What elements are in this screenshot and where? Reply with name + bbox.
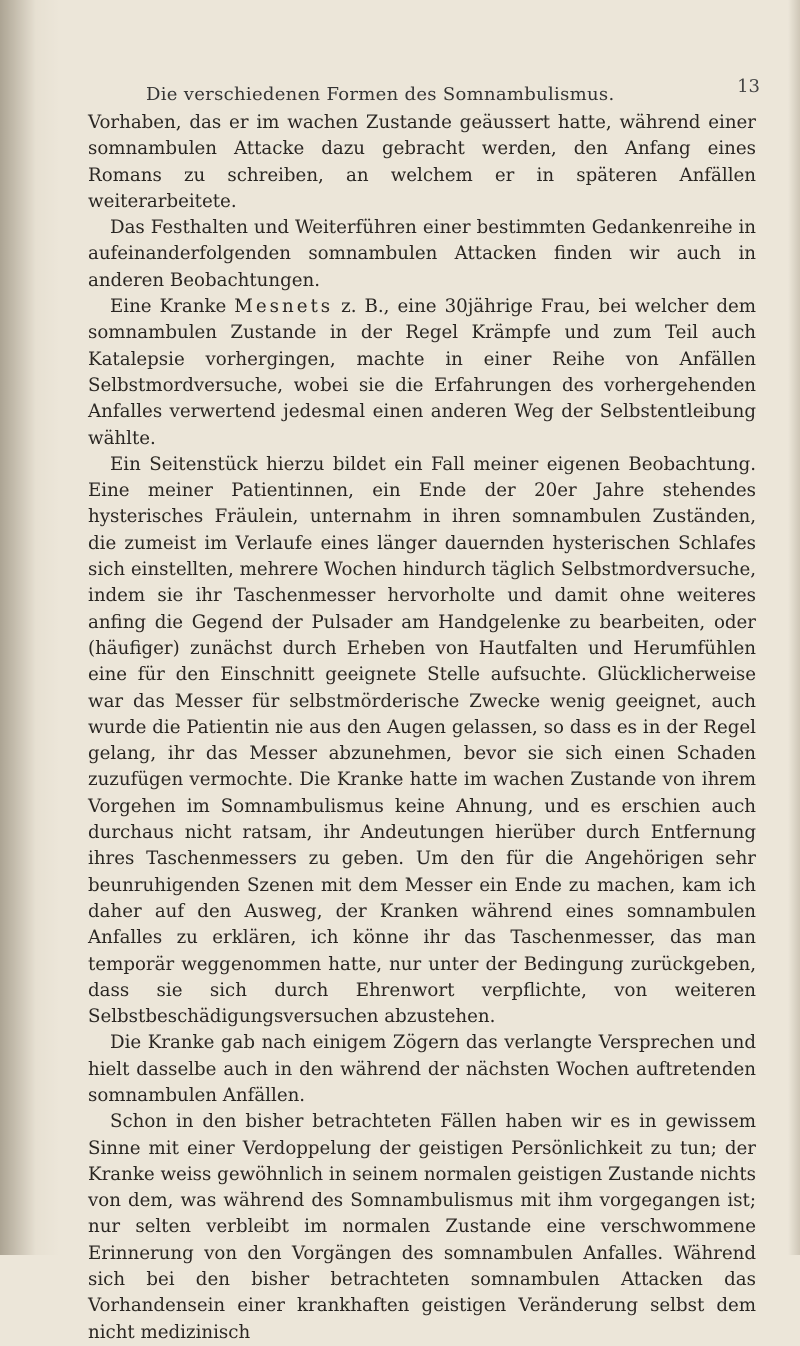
paragraph-3-rest: z. B., eine 30jährige Frau, bei welcher dem somnambulen Zustande in der Regel Krämpfe und zum Teil auch Katalepsie vorhergingen, machte in einer Reihe von Anfällen Selbstmordversuche, wobei sie die Erfahrungen des vorhergehenden Anfalles verwertend jedesmal einen anderen Weg der Selbstentleibung wählte.: [88, 296, 756, 449]
page-edge: [788, 0, 800, 1255]
paragraph-3: [88, 294, 756, 452]
paragraph-5: Die Kranke gab nach einigem Zögern das verlangte Versprechen und hielt dasselbe auch in den während der nächsten Wochen auftretenden somnambulen Anfällen.: [88, 1032, 756, 1106]
paragraph-2: Das Festhalten und Weiterführen einer bestimmten Gedankenreihe in aufeinanderfolgenden somnambulen Attacken finden wir auch in anderen Beobachtungen.: [88, 217, 756, 291]
paragraph-3-lead: Eine Kranke: [110, 296, 235, 318]
body-text: [88, 110, 756, 1346]
running-head: [88, 70, 760, 110]
author-name-mesnet: Mesnets: [234, 296, 334, 318]
paragraph-4: Ein Seitenstück hierzu bildet ein Fall meiner eigenen Beobachtung. Eine meiner Patientinnen, ein Ende der 20er Jahre stehendes hysterisches Fräulein, unternahm in ihren somnambulen Zuständen, die zumeist im Verlaufe eines länger dauernden hysterischen Schlafes sich einstellten, mehrere Wochen hindurch täglich Selbstmordversuche, indem sie ihr Taschenmesser hervorholte und damit ohne weiteres anfing die Gegend der Pulsader am Handgelenke zu bearbeiten, oder (häufiger) zunächst durch Erheben von Hautfalten und Herumfühlen eine für den Einschnitt geeignete Stelle aufsuchte. Glücklicherweise war das Messer für selbstmörderische Zwecke wenig geeignet, auch wurde die Patientin nie aus den Augen gelassen, so dass es in der Regel gelang, ihr das Messer abzunehmen, bevor sie sich einen Schaden zuzufügen vermochte. Die Kranke hatte im wachen Zustande von ihrem Vorgehen im Somnambulismus keine Ahnung, und es erschien auch durchaus nicht ratsam, ihr Andeutungen hierüber durch Entfernung ihres Taschenmessers zu geben. Um den für die Angehörigen sehr beunruhigenden Szenen mit dem Messer ein Ende zu machen, kam ich daher auf den Ausweg, der Kranken während eines somnambulen Anfalles zu erklären, ich könne ihr das Taschenmesser, das man temporär weggenommen hatte, nur unter der Bedingung zurückgeben, dass sie sich durch Ehrenwort verpflichte, von weiteren Selbstbeschädigungsversuchen abzustehen.: [88, 453, 756, 1028]
page-number: 13: [737, 76, 760, 97]
book-page: [88, 70, 760, 1346]
paragraph-1: Vorhaben, das er im wachen Zustande geäussert hatte, während einer somnambulen Attacke dazu gebracht werden, den Anfang eines Romans zu schreiben, an welchem er in späteren Anfällen weiterarbeitete.: [88, 112, 756, 212]
book-binding-shadow: [0, 0, 60, 1255]
paragraph-6: Schon in den bisher betrachteten Fällen haben wir es in gewissem Sinne mit einer Verdoppelung der geistigen Persönlichkeit zu tun; der Kranke weiss gewöhnlich in seinem normalen geistigen Zustande nichts von dem, was während des Somnambulismus mit ihm vorgegangen ist; nur selten verbleibt im normalen Zustande eine verschwommene Erinnerung von den Vorgängen des somnambulen Anfalles. Während sich bei den bisher betrachteten somnambulen Attacken das Vorhandensein einer krankhaften geistigen Veränderung selbst dem nicht medizinisch: [88, 1111, 756, 1343]
running-title: Die verschiedenen Formen des Somnambulismus.: [146, 84, 615, 105]
